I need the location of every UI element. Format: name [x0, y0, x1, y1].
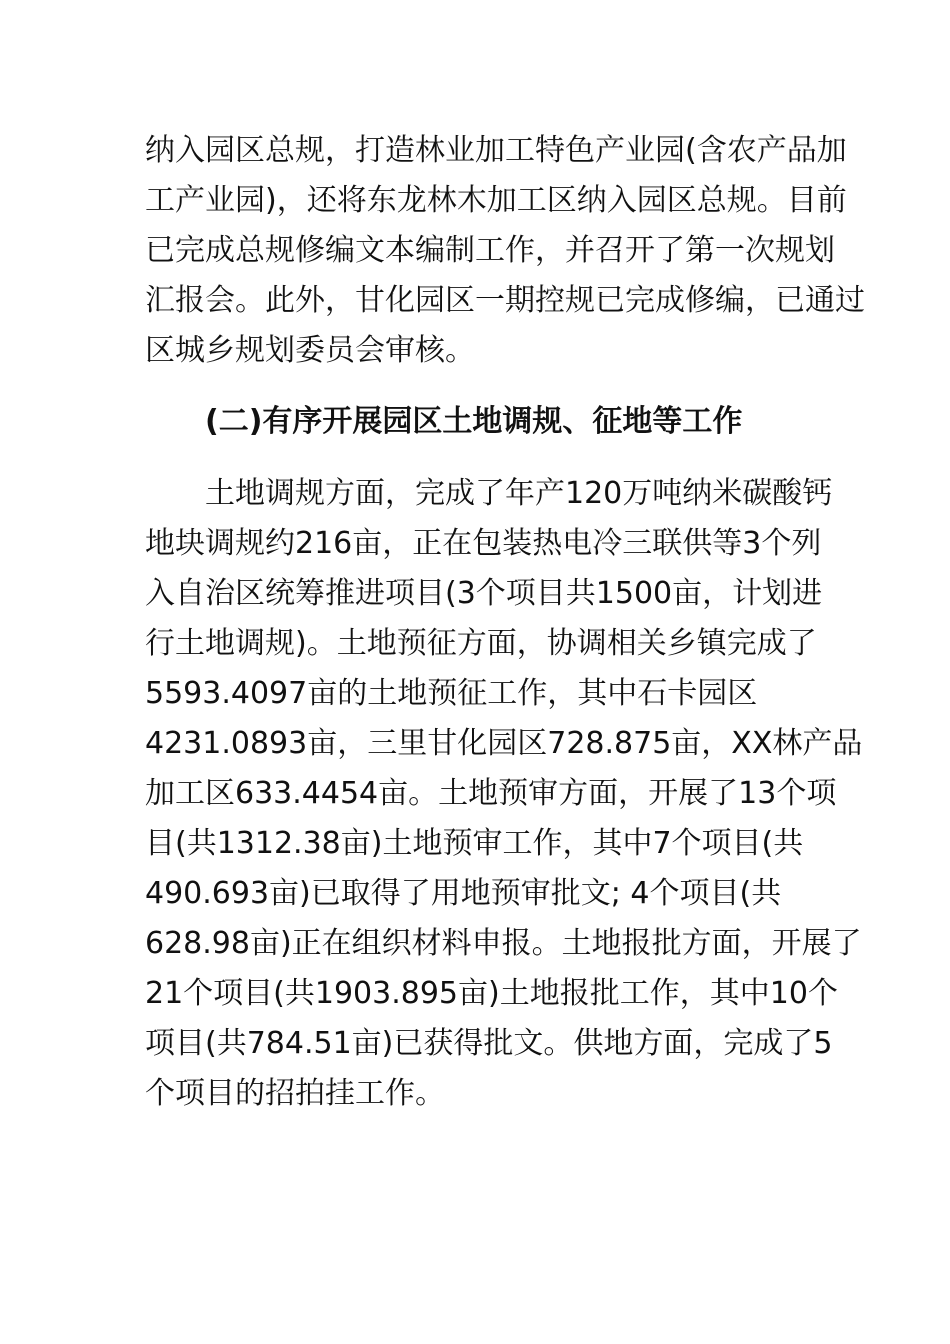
paragraph-line: 已完成总规修编文本编制工作，并召开了第一次规划 — [145, 233, 835, 268]
paragraph-line: 地块调规约216亩，正在包装热电冷三联供等3个列 — [145, 526, 822, 561]
paragraph-line: 490.693亩)已取得了用地预审批文; 4个项目(共 — [145, 876, 782, 911]
paragraph-line: 4231.0893亩，三里甘化园区728.875亩，XX林产品 — [145, 726, 863, 761]
paragraph-line: 目(共1312.38亩)土地预审工作，其中7个项目(共 — [145, 826, 804, 861]
paragraph-line: 汇报会。此外，甘化园区一期控规已完成修编，已通过 — [145, 283, 865, 318]
paragraph-line: 行土地调规)。土地预征方面，协调相关乡镇完成了 — [145, 626, 817, 661]
paragraph-line: 项目(共784.51亩)已获得批文。供地方面，完成了5 — [145, 1026, 833, 1061]
paragraph-line: 21个项目(共1903.895亩)土地报批工作，其中10个 — [145, 976, 838, 1011]
paragraph-line: 土地调规方面，完成了年产120万吨纳米碳酸钙 — [205, 476, 833, 511]
paragraph-line: 5593.4097亩的土地预征工作，其中石卡园区 — [145, 676, 758, 711]
paragraph-line: 加工区633.4454亩。土地预审方面，开展了13个项 — [145, 776, 837, 811]
paragraph-line: 区城乡规划委员会审核。 — [145, 333, 475, 368]
section-heading: (二)有序开展园区土地调规、征地等工作 — [205, 404, 743, 439]
paragraph-line: 入自治区统筹推进项目(3个项目共1500亩，计划进 — [145, 576, 823, 611]
paragraph-park-planning — [145, 126, 865, 376]
paragraph-line: 纳入园区总规，打造林业加工特色产业园(含农产品加 — [145, 133, 847, 168]
paragraph-land-work — [145, 469, 863, 1119]
paragraph-line: 个项目的招拍挂工作。 — [145, 1076, 445, 1111]
paragraph-line: 工产业园)，还将东龙林木加工区纳入园区总规。目前 — [145, 183, 847, 218]
paragraph-line: 628.98亩)正在组织材料申报。土地报批方面，开展了 — [145, 926, 862, 961]
